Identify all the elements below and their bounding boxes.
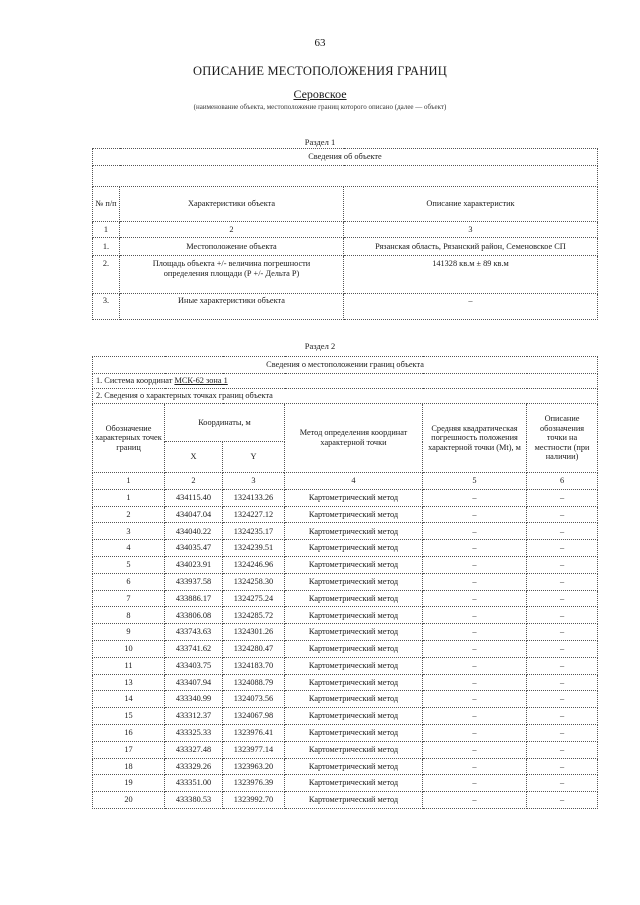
row-number: 2. bbox=[93, 256, 120, 294]
coord-x: 433806.08 bbox=[165, 607, 223, 624]
table-row bbox=[93, 775, 598, 792]
point-description: – bbox=[527, 573, 598, 590]
coord-y: 1324275.24 bbox=[223, 590, 285, 607]
header-coordinates: Координаты, м bbox=[165, 404, 285, 442]
coord-y: 1324258.30 bbox=[223, 573, 285, 590]
point-id: 8 bbox=[93, 607, 165, 624]
points-section-label: 2. Сведения о характерных точках границ объекта bbox=[93, 389, 598, 404]
method: Картометрический метод bbox=[285, 741, 423, 758]
coordinate-system-value: МСК-62 зона 1 bbox=[174, 376, 228, 386]
accuracy: – bbox=[423, 590, 527, 607]
method: Картометрический метод bbox=[285, 573, 423, 590]
point-id: 11 bbox=[93, 657, 165, 674]
coord-y: 1323992.70 bbox=[223, 792, 285, 809]
point-description: – bbox=[527, 708, 598, 725]
accuracy: – bbox=[423, 506, 527, 523]
point-description: – bbox=[527, 691, 598, 708]
method: Картометрический метод bbox=[285, 657, 423, 674]
object-name-text: Сеpовское bbox=[293, 87, 347, 101]
point-description: – bbox=[527, 792, 598, 809]
column-number: 3 bbox=[223, 473, 285, 490]
characteristic-value: 141328 кв.м ± 89 кв.м bbox=[344, 256, 598, 294]
point-id: 16 bbox=[93, 724, 165, 741]
accuracy: – bbox=[423, 523, 527, 540]
coord-x: 433351.00 bbox=[165, 775, 223, 792]
table-row bbox=[93, 523, 598, 540]
accuracy: – bbox=[423, 691, 527, 708]
method: Картометрический метод bbox=[285, 624, 423, 641]
table-row bbox=[93, 674, 598, 691]
header-x: X bbox=[165, 442, 223, 473]
method: Картометрический метод bbox=[285, 792, 423, 809]
coord-y: 1324088.79 bbox=[223, 674, 285, 691]
method: Картометрический метод bbox=[285, 775, 423, 792]
coord-x: 434040.22 bbox=[165, 523, 223, 540]
coord-x: 434023.91 bbox=[165, 556, 223, 573]
point-description: – bbox=[527, 624, 598, 641]
characteristic-value: – bbox=[344, 294, 598, 320]
header-accuracy: Средняя квадратическая погрешность положения характерной точки (Мt), м bbox=[423, 404, 527, 473]
table-row bbox=[93, 556, 598, 573]
coord-y: 1324301.26 bbox=[223, 624, 285, 641]
accuracy: – bbox=[423, 607, 527, 624]
accuracy: – bbox=[423, 775, 527, 792]
object-note: (наименование объекта, местоположение границ которого описано (далее — объект) bbox=[193, 103, 447, 111]
page-number: 63 bbox=[314, 37, 326, 49]
point-id: 10 bbox=[93, 640, 165, 657]
method: Картометрический метод bbox=[285, 758, 423, 775]
table-row bbox=[93, 741, 598, 758]
point-description: – bbox=[527, 489, 598, 506]
method: Картометрический метод bbox=[285, 556, 423, 573]
section2-label: Раздел 2 bbox=[304, 341, 336, 351]
point-description: – bbox=[527, 775, 598, 792]
method: Картометрический метод bbox=[285, 691, 423, 708]
coord-y: 1324235.17 bbox=[223, 523, 285, 540]
coord-y: 1324280.47 bbox=[223, 640, 285, 657]
points-body bbox=[93, 489, 598, 808]
method: Картометрический метод bbox=[285, 674, 423, 691]
coord-x: 433329.26 bbox=[165, 758, 223, 775]
coord-x: 433937.58 bbox=[165, 573, 223, 590]
method: Картометрический метод bbox=[285, 540, 423, 557]
table-row bbox=[93, 607, 598, 624]
section1-label: Раздел 1 bbox=[304, 137, 336, 147]
point-description: – bbox=[527, 523, 598, 540]
header-point: Обозначение характерных точек границ bbox=[93, 404, 165, 473]
point-description: – bbox=[527, 724, 598, 741]
table-row bbox=[93, 590, 598, 607]
header-y: Y bbox=[223, 442, 285, 473]
table-row bbox=[93, 489, 598, 506]
point-description: – bbox=[527, 556, 598, 573]
accuracy: – bbox=[423, 489, 527, 506]
column-number: 2 bbox=[165, 473, 223, 490]
accuracy: – bbox=[423, 724, 527, 741]
point-id: 14 bbox=[93, 691, 165, 708]
coord-x: 433886.17 bbox=[165, 590, 223, 607]
accuracy: – bbox=[423, 674, 527, 691]
coord-x: 433741.62 bbox=[165, 640, 223, 657]
characteristic-value: Рязанская область, Рязанский район, Семеновское СП bbox=[344, 238, 598, 256]
coord-x: 434035.47 bbox=[165, 540, 223, 557]
coord-y: 1324239.51 bbox=[223, 540, 285, 557]
column-number: 1 bbox=[93, 222, 120, 238]
coordinate-system-prefix: 1. Система координат bbox=[96, 376, 175, 386]
coord-x: 434115.40 bbox=[165, 489, 223, 506]
table-row bbox=[93, 708, 598, 725]
point-description: – bbox=[527, 657, 598, 674]
point-id: 9 bbox=[93, 624, 165, 641]
table-row bbox=[93, 540, 598, 557]
coord-y: 1324133.26 bbox=[223, 489, 285, 506]
accuracy: – bbox=[423, 758, 527, 775]
coord-y: 1323977.14 bbox=[223, 741, 285, 758]
method: Картометрический метод bbox=[285, 590, 423, 607]
object-name bbox=[0, 87, 640, 102]
coord-y: 1324246.96 bbox=[223, 556, 285, 573]
point-id: 17 bbox=[93, 741, 165, 758]
characteristic: Площадь объекта +/- величина погрешности определения площади (Р +/- Дельта Р) bbox=[120, 256, 344, 294]
point-id: 6 bbox=[93, 573, 165, 590]
accuracy: – bbox=[423, 708, 527, 725]
table-row bbox=[93, 624, 598, 641]
coord-x: 433325.33 bbox=[165, 724, 223, 741]
characteristic: Иные характеристики объекта bbox=[120, 294, 344, 320]
table-row bbox=[93, 758, 598, 775]
point-id: 7 bbox=[93, 590, 165, 607]
column-number: 1 bbox=[93, 473, 165, 490]
coord-y: 1324227.12 bbox=[223, 506, 285, 523]
point-description: – bbox=[527, 741, 598, 758]
accuracy: – bbox=[423, 540, 527, 557]
accuracy: – bbox=[423, 792, 527, 809]
coord-x: 433407.94 bbox=[165, 674, 223, 691]
coord-x: 433403.75 bbox=[165, 657, 223, 674]
table-row bbox=[93, 506, 598, 523]
coord-y: 1324073.56 bbox=[223, 691, 285, 708]
row-number: 1. bbox=[93, 238, 120, 256]
coord-y: 1323963.20 bbox=[223, 758, 285, 775]
point-id: 20 bbox=[93, 792, 165, 809]
table-row bbox=[93, 724, 598, 741]
header-description: Описание характеристик bbox=[344, 187, 598, 222]
point-id: 18 bbox=[93, 758, 165, 775]
point-id: 3 bbox=[93, 523, 165, 540]
point-id: 5 bbox=[93, 556, 165, 573]
coord-y: 1324183.70 bbox=[223, 657, 285, 674]
coord-x: 433312.37 bbox=[165, 708, 223, 725]
table-row bbox=[93, 573, 598, 590]
method: Картометрический метод bbox=[285, 506, 423, 523]
accuracy: – bbox=[423, 741, 527, 758]
row-number: 3. bbox=[93, 294, 120, 320]
point-id: 4 bbox=[93, 540, 165, 557]
point-description: – bbox=[527, 590, 598, 607]
table-row bbox=[93, 657, 598, 674]
point-description: – bbox=[527, 506, 598, 523]
point-description: – bbox=[527, 758, 598, 775]
coord-x: 433327.48 bbox=[165, 741, 223, 758]
coord-y: 1323976.39 bbox=[223, 775, 285, 792]
accuracy: – bbox=[423, 573, 527, 590]
accuracy: – bbox=[423, 556, 527, 573]
accuracy: – bbox=[423, 640, 527, 657]
page-title: ОПИСАНИЕ МЕСТОПОЛОЖЕНИЯ ГРАНИЦ bbox=[193, 64, 447, 78]
coord-y: 1323976.41 bbox=[223, 724, 285, 741]
coord-x: 433380.53 bbox=[165, 792, 223, 809]
accuracy: – bbox=[423, 624, 527, 641]
point-description: – bbox=[527, 640, 598, 657]
table-row bbox=[93, 691, 598, 708]
header-description: Описание обозначения точки на местности (при наличии) bbox=[527, 404, 598, 473]
method: Картометрический метод bbox=[285, 708, 423, 725]
table-row bbox=[93, 792, 598, 809]
section2-title: Сведения о местоположении границ объекта bbox=[93, 357, 598, 374]
column-number: 3 bbox=[344, 222, 598, 238]
coord-y: 1324285.72 bbox=[223, 607, 285, 624]
method: Картометрический метод bbox=[285, 523, 423, 540]
column-number: 2 bbox=[120, 222, 344, 238]
section1-title: Сведения об объекте bbox=[93, 149, 598, 166]
method: Картометрический метод bbox=[285, 607, 423, 624]
point-id: 1 bbox=[93, 489, 165, 506]
point-description: – bbox=[527, 607, 598, 624]
blank-row bbox=[93, 166, 598, 187]
coord-x: 433340.99 bbox=[165, 691, 223, 708]
table-row bbox=[93, 640, 598, 657]
column-number: 5 bbox=[423, 473, 527, 490]
coord-x: 434047.04 bbox=[165, 506, 223, 523]
header-method: Метод определения координат характерной точки bbox=[285, 404, 423, 473]
method: Картометрический метод bbox=[285, 640, 423, 657]
column-number: 6 bbox=[527, 473, 598, 490]
point-id: 15 bbox=[93, 708, 165, 725]
column-number: 4 bbox=[285, 473, 423, 490]
coord-x: 433743.63 bbox=[165, 624, 223, 641]
method: Картометрический метод bbox=[285, 489, 423, 506]
characteristic: Местоположение объекта bbox=[120, 238, 344, 256]
point-description: – bbox=[527, 540, 598, 557]
point-id: 2 bbox=[93, 506, 165, 523]
boundary-points-table bbox=[92, 356, 598, 809]
header-characteristics: Характеристики объекта bbox=[120, 187, 344, 222]
coord-y: 1324067.98 bbox=[223, 708, 285, 725]
point-id: 13 bbox=[93, 674, 165, 691]
method: Картометрический метод bbox=[285, 724, 423, 741]
accuracy: – bbox=[423, 657, 527, 674]
header-num: № п/п bbox=[93, 187, 120, 222]
point-description: – bbox=[527, 674, 598, 691]
object-info-table bbox=[92, 148, 598, 320]
point-id: 19 bbox=[93, 775, 165, 792]
coordinate-system bbox=[93, 374, 598, 389]
